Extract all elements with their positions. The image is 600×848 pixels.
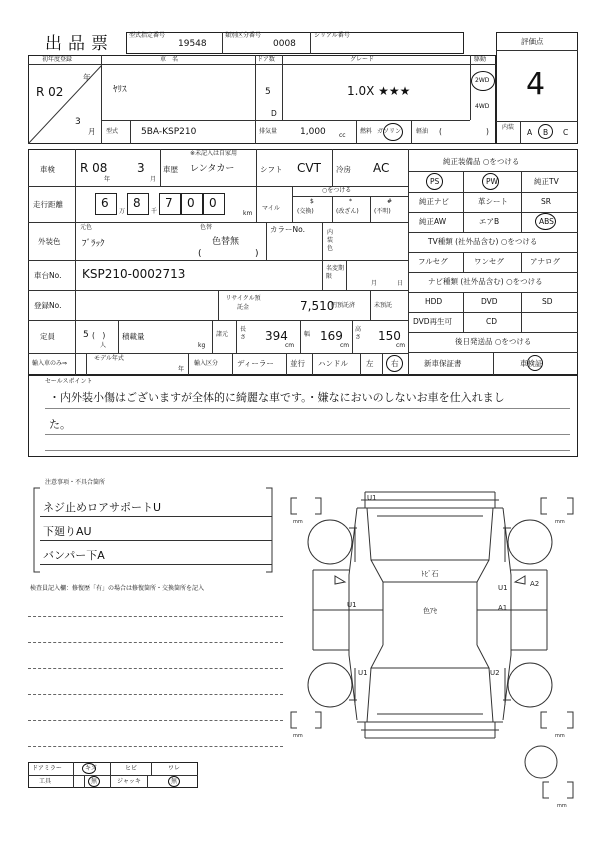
jack-label: ジャッキ xyxy=(117,778,141,785)
mark-u1-right: U1 xyxy=(498,584,508,592)
equip-tv: 純正TV xyxy=(534,177,559,186)
svg-text:mm: mm xyxy=(555,733,565,739)
note-item: バンパー下A xyxy=(43,549,105,562)
color-change: 色替無 xyxy=(212,237,240,247)
first-reg-label: 初年度登録 xyxy=(42,56,73,63)
svg-text:mm: mm xyxy=(293,733,303,739)
jack-none: 無 xyxy=(171,778,178,785)
capacity-label: 定員 xyxy=(40,332,55,341)
model-cert-label: 型式指定番号 xyxy=(129,32,166,39)
length-value: 394 xyxy=(265,329,288,343)
equip-sr: SR xyxy=(541,197,551,206)
inspector-label: 検査員記入欄：修復歴「有」の場合は修復箇所・交換箇所を記入 xyxy=(30,585,205,592)
fuel: ガソリン xyxy=(377,128,402,135)
equip-aw: 純正AW xyxy=(419,217,447,226)
svg-text:mm: mm xyxy=(555,519,565,525)
fuel-circle xyxy=(383,123,403,141)
spec-label: 諸元 xyxy=(216,331,229,338)
shift-value: CVT xyxy=(297,161,321,175)
mirror-scratch-circle xyxy=(82,763,96,774)
door-label: ドア数 xyxy=(257,56,275,63)
nav-title: ナビ種類 (社外品含む) ○をつける xyxy=(428,277,543,286)
drive-4wd: 4WD xyxy=(475,103,490,110)
history-value: レンタカー xyxy=(190,164,235,174)
drive-2wd: 2WD xyxy=(475,77,490,84)
chassis-number: KSP210-0002713 xyxy=(82,267,186,281)
model-year-label: モデル年式 xyxy=(94,355,124,362)
diesel-label: 軽油 xyxy=(416,128,429,135)
sales-point-box xyxy=(28,375,578,457)
handle-right-circle xyxy=(386,355,403,372)
tamper-option: 改ざん xyxy=(338,208,357,215)
displacement: 1,000 xyxy=(300,127,326,137)
later-inspection-cert: 車検証 xyxy=(520,359,543,368)
mark-stone-chip: ﾄﾋﾞ石 xyxy=(421,570,439,578)
later-title: 後日発送品 ○をつける xyxy=(455,337,532,346)
interior-c: C xyxy=(563,128,569,137)
shift-label: シフト xyxy=(260,165,283,174)
dealer-option: ディーラー xyxy=(237,359,274,368)
recycle-unit: 円預託済 xyxy=(331,302,356,309)
mm-unit: mm xyxy=(293,519,303,525)
class-label: 類別区分番号 xyxy=(225,32,262,39)
car-name-label: 車 名 xyxy=(160,56,179,63)
load-label: 積載量 xyxy=(122,332,145,341)
grade-col-label: グレード xyxy=(350,56,375,63)
height-value: 150 xyxy=(378,329,401,343)
jack-none-circle xyxy=(168,776,180,787)
equip-ps-circle xyxy=(426,173,443,190)
svg-text:mm: mm xyxy=(557,803,567,809)
nav-sd: SD xyxy=(542,297,553,306)
note-item: ネジ止めロアサポートU xyxy=(43,501,162,514)
mark-a1: A1 xyxy=(498,604,508,612)
notes-label: 注意事項・不具合箇所 xyxy=(45,479,106,486)
mark-u1-rear: U1 xyxy=(358,669,368,677)
import-category-label: 輸入区分 xyxy=(194,360,219,367)
mileage-label: 走行距離 xyxy=(33,200,63,209)
equip-abs-circle xyxy=(535,213,556,230)
history-label: 車歴 xyxy=(163,165,178,174)
ac-label: 冷房 xyxy=(336,165,351,174)
interior-b: B xyxy=(543,128,549,137)
play-dvd: DVD再生可 xyxy=(413,317,453,326)
car-grade: 1.0X ★★★ xyxy=(347,84,411,98)
class-value: 0008 xyxy=(273,39,296,49)
tools-none-circle xyxy=(88,776,100,787)
mirror-scratch: キズ xyxy=(85,765,97,772)
recycle-amount: 7,510 xyxy=(300,299,335,313)
inspection-label: 車検 xyxy=(40,165,55,174)
mileage-digit: 8 xyxy=(133,196,141,210)
model-label: 型式 xyxy=(106,128,119,135)
first-reg-month-unit: 月 xyxy=(88,127,96,136)
model-cert-value: 19548 xyxy=(178,39,207,49)
mileage-digit: 0 xyxy=(187,196,195,210)
first-reg-year-unit: 年 xyxy=(83,73,91,82)
model-code: 5BA-KSP210 xyxy=(141,127,197,137)
mirror-break: ワレ xyxy=(168,765,181,772)
recycle-label: リサイクル預託金 xyxy=(225,295,261,311)
width-value: 169 xyxy=(320,329,343,343)
inspection-month: 3 xyxy=(137,161,145,175)
handle-label: ハンドル xyxy=(318,359,348,368)
sales-point-line1: ・内外装小傷はございますが全体的に綺麗な車です。・嫌なにおいのしないお車を仕入れまし xyxy=(49,391,505,404)
equip-ps: PS xyxy=(430,177,440,186)
mile-label: マイル xyxy=(262,205,280,212)
mark-fade: 色ｱｾ xyxy=(423,607,437,615)
color-label: 外装色 xyxy=(38,237,61,246)
recycle-not-deposited: 未預託 xyxy=(374,302,393,309)
handle-left: 左 xyxy=(366,359,374,368)
grade-value: 4 xyxy=(526,67,546,102)
grade-label: 評価点 xyxy=(521,37,544,46)
sales-point-label: セールスポイント xyxy=(45,378,93,385)
play-cd: CD xyxy=(486,317,498,326)
interior-b-circle xyxy=(538,124,553,139)
capacity-value: 5 xyxy=(83,330,89,340)
mirror-label: ドアミラー xyxy=(32,765,62,772)
later-warranty: 新車保証書 xyxy=(424,359,462,368)
fuel-label: 燃料 xyxy=(360,128,373,135)
name-change-label: 名変期限 xyxy=(326,265,345,280)
mirror-crack: ヒビ xyxy=(125,765,138,772)
inspection-year-unit: 年 xyxy=(104,176,111,183)
import-label: 輸入車のみ⇒ xyxy=(32,360,68,367)
equip-pw-circle xyxy=(482,173,499,190)
chassis-label: 車台No. xyxy=(34,271,62,280)
inspection-era: R 08 xyxy=(80,161,108,175)
mileage-digit: 6 xyxy=(101,196,109,210)
later-inspection-circle xyxy=(527,355,543,371)
equip-navi: 純正ナビ xyxy=(419,197,449,206)
note-item: 下廻りAU xyxy=(43,525,92,538)
car-damage-diagram xyxy=(285,470,585,830)
original-color-label: 元色 xyxy=(80,224,93,231)
inspection-month-unit: 月 xyxy=(150,176,157,183)
equipment-title: 純正装備品 ○をつける xyxy=(443,157,520,166)
exterior-color: ﾌﾞﾗｯｸ xyxy=(82,239,105,249)
serial-label: シリアル番号 xyxy=(314,32,350,39)
mark-a2: A2 xyxy=(530,580,540,588)
displacement-label: 排気量 xyxy=(259,128,278,135)
sales-point-line2: た。 xyxy=(49,418,71,431)
door-sub: D xyxy=(271,109,277,118)
car-name: ﾔﾘｽ xyxy=(113,85,127,95)
unknown-option: 不明 xyxy=(376,208,389,215)
color-change-label: 色替 xyxy=(200,224,213,231)
interior-color-label: 内装色 xyxy=(327,229,334,252)
form-title: 出品票 xyxy=(45,34,114,54)
tv-title: TV種類 (社外品含む) ○をつける xyxy=(428,237,538,246)
equip-leather: 革シート xyxy=(478,197,508,206)
tools-none: 無 xyxy=(91,778,98,785)
mileage-digit: 7 xyxy=(165,196,173,210)
tv-analog: アナログ xyxy=(530,257,560,266)
first-reg-era: R 02 xyxy=(36,85,64,99)
cc-unit: cc xyxy=(339,132,346,139)
parallel-option: 並行 xyxy=(290,359,305,368)
mark-u2: U2 xyxy=(490,669,500,677)
equip-abs: ABS xyxy=(539,217,554,226)
mark-u1-front: U1 xyxy=(367,494,377,502)
mark-u1-left: U1 xyxy=(347,601,357,609)
mileage-mark-note: ○をつける xyxy=(322,187,352,194)
interior-label: 内装 xyxy=(502,124,515,131)
exchange-option: 交換 xyxy=(299,208,312,215)
drive-label: 駆動 xyxy=(474,56,487,63)
tv-oneseg: ワンセグ xyxy=(474,257,504,266)
nav-dvd: DVD xyxy=(481,297,498,306)
tools-label: 工具 xyxy=(39,778,52,785)
mileage-digit: 0 xyxy=(209,196,217,210)
registration-label: 登録No. xyxy=(34,301,62,310)
first-reg-month: 3 xyxy=(75,117,81,127)
equip-pw: PW xyxy=(486,177,498,186)
color-no-label: カラーNo. xyxy=(270,225,305,234)
equip-airbag: エアB xyxy=(479,217,500,226)
interior-a: A xyxy=(527,128,533,137)
ac-value: AC xyxy=(373,161,390,175)
handle-right: 右 xyxy=(391,359,399,368)
history-note: ※未記入は自家用 xyxy=(190,150,238,157)
nav-hdd: HDD xyxy=(425,297,443,306)
door-count: 5 xyxy=(265,87,271,97)
tv-fullseg: フルセグ xyxy=(418,257,448,266)
km-unit: km xyxy=(243,210,253,217)
